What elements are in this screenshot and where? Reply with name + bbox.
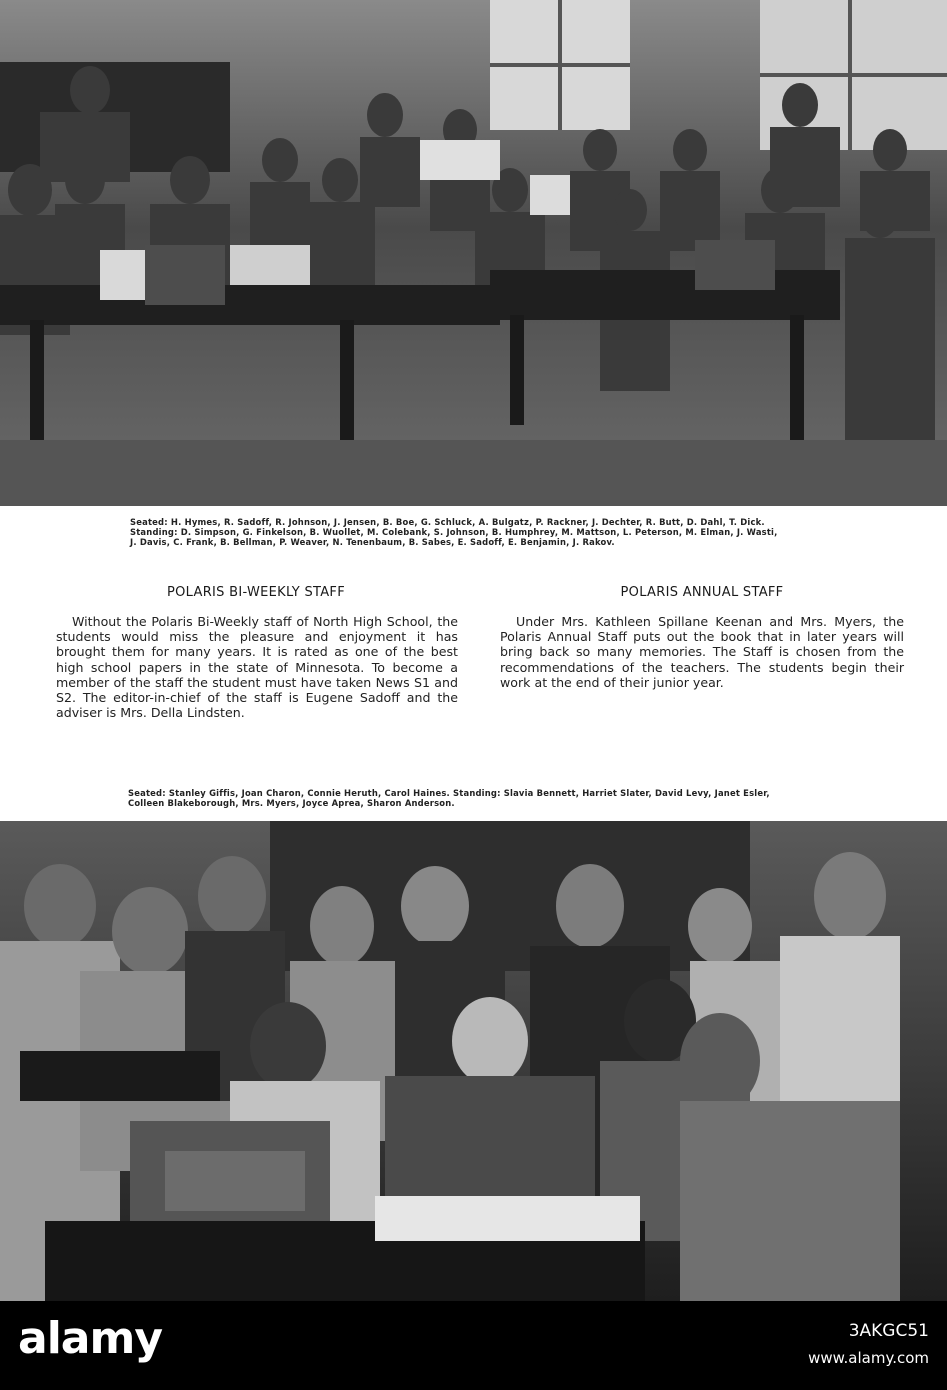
caption-biweekly-staff: Seated: H. Hymes, R. Sadoff, R. Johnson, J. Jensen, B. Boe, G. Schluck, A. Bulgatz, P. Rackner, J. Dechter, R. Butt, D. Dahl, T. Dick. Standing: D. Simpson, G. Finkelson, B. Wuollet, M. Colebank, S. Johnson, B. Humphrey, M. Mattson, L. Peterson, M. Elman, J. Wasti, J. Davis, C. Frank, B. Bellman, P. Weaver, N. Tenenbaum, B. Sabes, E. Sadoff, E. Benjamin, J. Rakov. [130, 517, 778, 547]
heading-biweekly-staff: POLARIS BI-WEEKLY STAFF [166, 585, 345, 600]
heading-annual-staff: POLARIS ANNUAL STAFF [620, 585, 784, 600]
caption-annual-staff: Seated: Stanley Giffis, Joan Charon, Connie Heruth, Carol Haines. Standing: Slavia Bennett, Harriet Slater, David Levy, Janet Esler, Colleen Blakeborough, Mrs. Myers, Joyce Aprea, Sharon Anderson. [128, 788, 770, 808]
footer-bar [0, 1301, 947, 1390]
photo-biweekly-staff-image [0, 0, 947, 506]
photo-annual-staff [0, 821, 947, 1301]
article-biweekly-staff: Without the Polaris Bi-Weekly staff of North High School, the students would miss the pleasure and enjoyment it has brought them for many years. It is rated as one of the best high school papers in the state of Minnesota. To become a member of the staff the student must have taken News S1 and S2. The editor-in-chief of the staff is Eugene Sadoff and the adviser is Mrs. Della Lindsten. [56, 614, 458, 721]
photo-biweekly-staff [0, 0, 947, 506]
article-annual-staff: Under Mrs. Kathleen Spillane Keenan and Mrs. Myers, the Polaris Annual Staff puts out the book that in later years will bring back so many memories. The Staff is chosen from the recommendations of the teachers. The students begin their work at the end of their junior year. [500, 614, 904, 690]
photo-annual-staff-image [0, 821, 947, 1301]
image-id: 3AKGC51 [848, 1321, 929, 1341]
alamy-logo: alamy [18, 1313, 162, 1364]
footer-url: www.alamy.com [808, 1349, 929, 1367]
